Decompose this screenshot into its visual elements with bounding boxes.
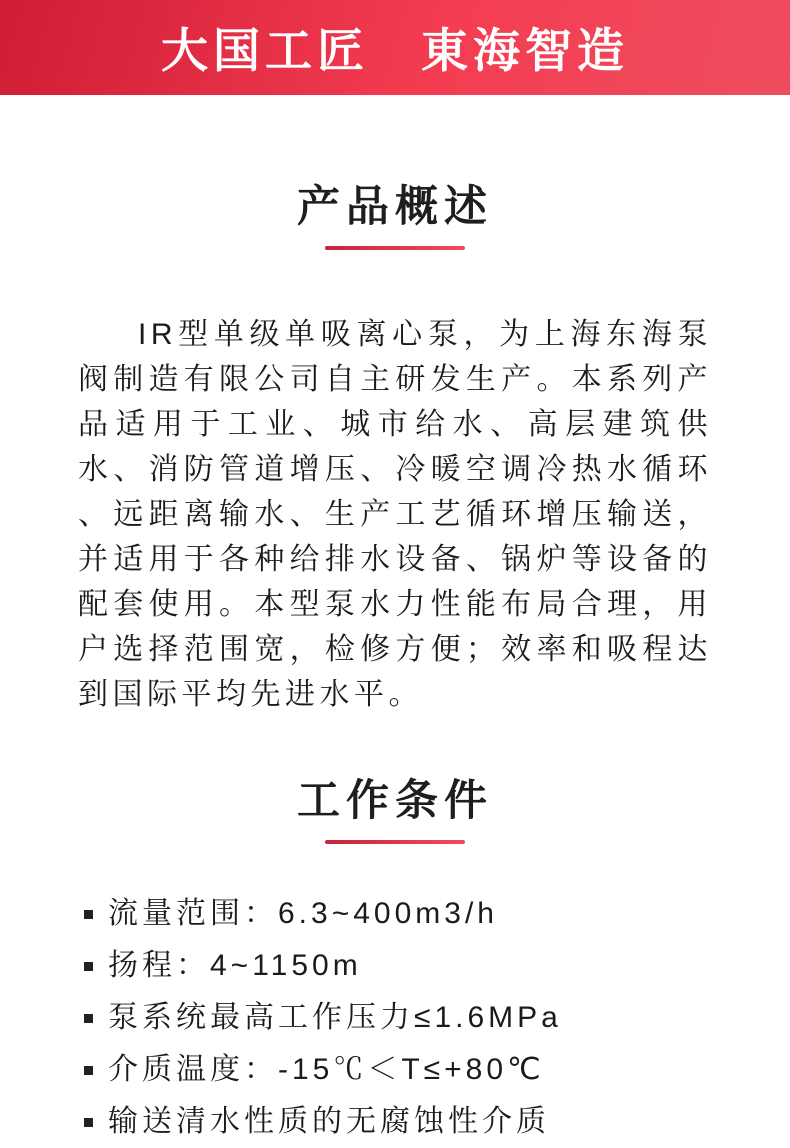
- overview-section-title: 产品概述: [297, 183, 493, 231]
- list-item: [84, 888, 730, 940]
- condition-flow-range: 流量范围：6.3~400m3/h: [108, 897, 498, 930]
- conditions-section-title: 工作条件: [297, 777, 493, 825]
- bullet-icon: [84, 1066, 93, 1075]
- bullet-icon: [84, 962, 93, 971]
- bullet-icon: [84, 1118, 93, 1127]
- bullet-icon: [84, 1014, 93, 1023]
- list-item: [84, 940, 730, 992]
- conditions-title-underline: [325, 840, 465, 844]
- condition-max-pressure: 泵系统最高工作压力≤1.6MPa: [108, 1001, 562, 1034]
- overview-title-underline: [325, 246, 465, 250]
- overview-paragraph: IR型单级单吸离心泵，为上海东海泵阀制造有限公司自主研发生产。本系列产品适用于工业、城市给水、高层建筑供水、消防管道增压、冷暖空调冷热水循环 、远距离输水、生产工艺循环增压输送，并适用于各种给排水设备、锅炉等设备的配套使用。本型泵水力性能布局合理，用户选择范围宽，检修方便；效率和吸程达到国际平均先进水平。: [78, 318, 712, 711]
- list-item: [84, 992, 730, 1044]
- list-item: [84, 1096, 730, 1148]
- condition-medium-type: 输送清水性质的无腐蚀性介质: [108, 1105, 550, 1138]
- section-product-overview: [0, 173, 790, 717]
- conditions-list: [84, 888, 730, 1148]
- section-working-conditions: [0, 767, 790, 1148]
- header-banner: [0, 0, 790, 95]
- banner-title: 大国工匠 東海智造: [161, 24, 629, 77]
- list-item: [84, 1044, 730, 1096]
- bullet-icon: [84, 910, 93, 919]
- condition-medium-temperature: 介质温度：-15℃＜T≤+80℃: [108, 1053, 545, 1086]
- condition-head: 扬程：4~1150m: [108, 949, 362, 982]
